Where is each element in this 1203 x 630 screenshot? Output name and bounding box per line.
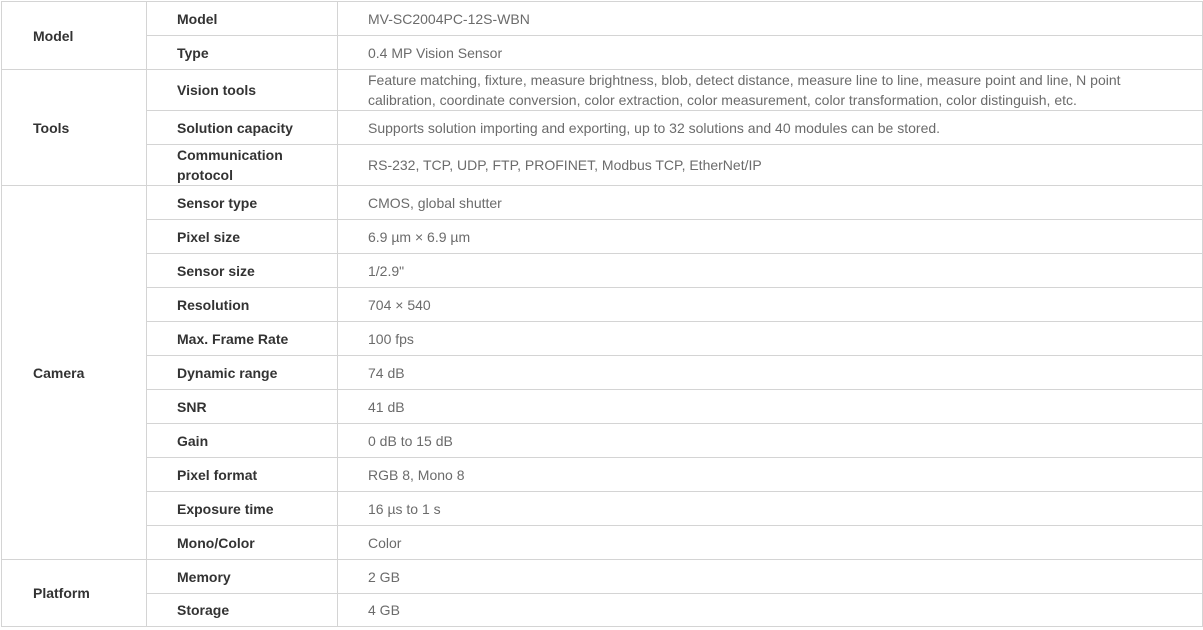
table-row — [2, 111, 1203, 145]
row-label: Dynamic range — [147, 356, 338, 390]
row-label: SNR — [147, 390, 338, 424]
row-label: Max. Frame Rate — [147, 322, 338, 356]
row-label: Communication protocol — [147, 145, 338, 186]
group-platform: Platform — [2, 560, 147, 627]
row-label: Type — [147, 36, 338, 70]
row-label: Sensor size — [147, 254, 338, 288]
group-tools: Tools — [2, 70, 147, 186]
table-row — [2, 594, 1203, 627]
table-row — [2, 322, 1203, 356]
table-row — [2, 2, 1203, 36]
table-row — [2, 458, 1203, 492]
row-value: 74 dB — [338, 356, 1203, 390]
row-value: 41 dB — [338, 390, 1203, 424]
table-row — [2, 390, 1203, 424]
table-row — [2, 526, 1203, 560]
row-label: Mono/Color — [147, 526, 338, 560]
table-row — [2, 70, 1203, 111]
row-value: CMOS, global shutter — [338, 186, 1203, 220]
table-row — [2, 424, 1203, 458]
table-row — [2, 288, 1203, 322]
group-camera: Camera — [2, 186, 147, 560]
row-value: 2 GB — [338, 560, 1203, 594]
row-label: Vision tools — [147, 70, 338, 111]
row-label: Sensor type — [147, 186, 338, 220]
row-label: Gain — [147, 424, 338, 458]
row-value: Color — [338, 526, 1203, 560]
table-row — [2, 254, 1203, 288]
row-label: Pixel size — [147, 220, 338, 254]
row-value: 6.9 µm × 6.9 µm — [338, 220, 1203, 254]
row-value: 704 × 540 — [338, 288, 1203, 322]
row-label: Exposure time — [147, 492, 338, 526]
row-label: Memory — [147, 560, 338, 594]
row-label: Solution capacity — [147, 111, 338, 145]
table-row — [2, 560, 1203, 594]
row-label: Storage — [147, 594, 338, 627]
table-row — [2, 356, 1203, 390]
row-value: RS-232, TCP, UDP, FTP, PROFINET, Modbus TCP, EtherNet/IP — [338, 145, 1203, 186]
spec-table — [1, 1, 1203, 627]
row-value: 16 µs to 1 s — [338, 492, 1203, 526]
table-row — [2, 36, 1203, 70]
row-value: Feature matching, fixture, measure brightness, blob, detect distance, measure line to line, measure point and line, N point calibration, coordinate conversion, color extraction, color measurement, color transformation, color distinguish, etc. — [338, 70, 1203, 111]
row-value: 0.4 MP Vision Sensor — [338, 36, 1203, 70]
row-value: 1/2.9" — [338, 254, 1203, 288]
group-model: Model — [2, 2, 147, 70]
table-row — [2, 186, 1203, 220]
row-label: Resolution — [147, 288, 338, 322]
row-value: RGB 8, Mono 8 — [338, 458, 1203, 492]
row-value: 4 GB — [338, 594, 1203, 627]
row-label: Model — [147, 2, 338, 36]
row-value: 100 fps — [338, 322, 1203, 356]
table-row — [2, 220, 1203, 254]
row-label: Pixel format — [147, 458, 338, 492]
row-value: 0 dB to 15 dB — [338, 424, 1203, 458]
row-value: MV-SC2004PC-12S-WBN — [338, 2, 1203, 36]
row-value: Supports solution importing and exporting, up to 32 solutions and 40 modules can be stored. — [338, 111, 1203, 145]
table-row — [2, 145, 1203, 186]
table-row — [2, 492, 1203, 526]
